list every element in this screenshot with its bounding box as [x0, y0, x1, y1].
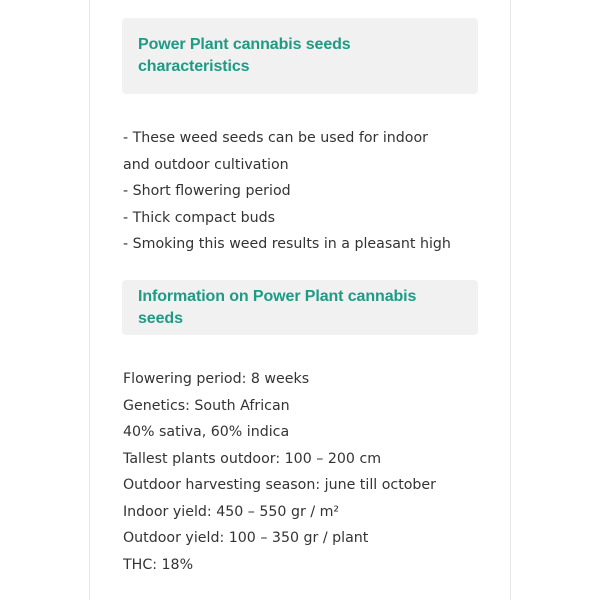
content-border-right — [510, 0, 511, 600]
information-line: Outdoor harvesting season: june till october — [123, 477, 436, 493]
information-heading: Information on Power Plant cannabis seeds — [138, 287, 417, 327]
information-line: THC: 18% — [123, 556, 194, 573]
information-line: Flowering period: 8 weeks — [123, 371, 310, 387]
content-border-left — [89, 0, 90, 600]
characteristics-line: - Short flowering period — [123, 183, 291, 199]
information-line: Genetics: South African — [123, 397, 290, 414]
characteristics-line: - These weed seeds can be used for indoor — [123, 130, 428, 146]
characteristics-list — [123, 125, 495, 258]
information-line: 40% sativa, 60% indica — [123, 424, 290, 440]
characteristics-line: - Thick compact buds — [123, 209, 276, 226]
information-line: Tallest plants outdoor: 100 – 200 cm — [123, 450, 382, 467]
information-heading-box — [122, 280, 478, 335]
characteristics-heading-box — [122, 18, 478, 94]
characteristics-heading: Power Plant cannabis seeds characteristics — [138, 36, 351, 75]
characteristics-line: and outdoor cultivation — [123, 156, 289, 173]
characteristics-line: - Smoking this weed results in a pleasant high — [123, 236, 451, 252]
information-line: Outdoor yield: 100 – 350 gr / plant — [123, 530, 369, 546]
information-list — [123, 366, 495, 578]
information-line: Indoor yield: 450 – 550 gr / m² — [123, 503, 340, 520]
